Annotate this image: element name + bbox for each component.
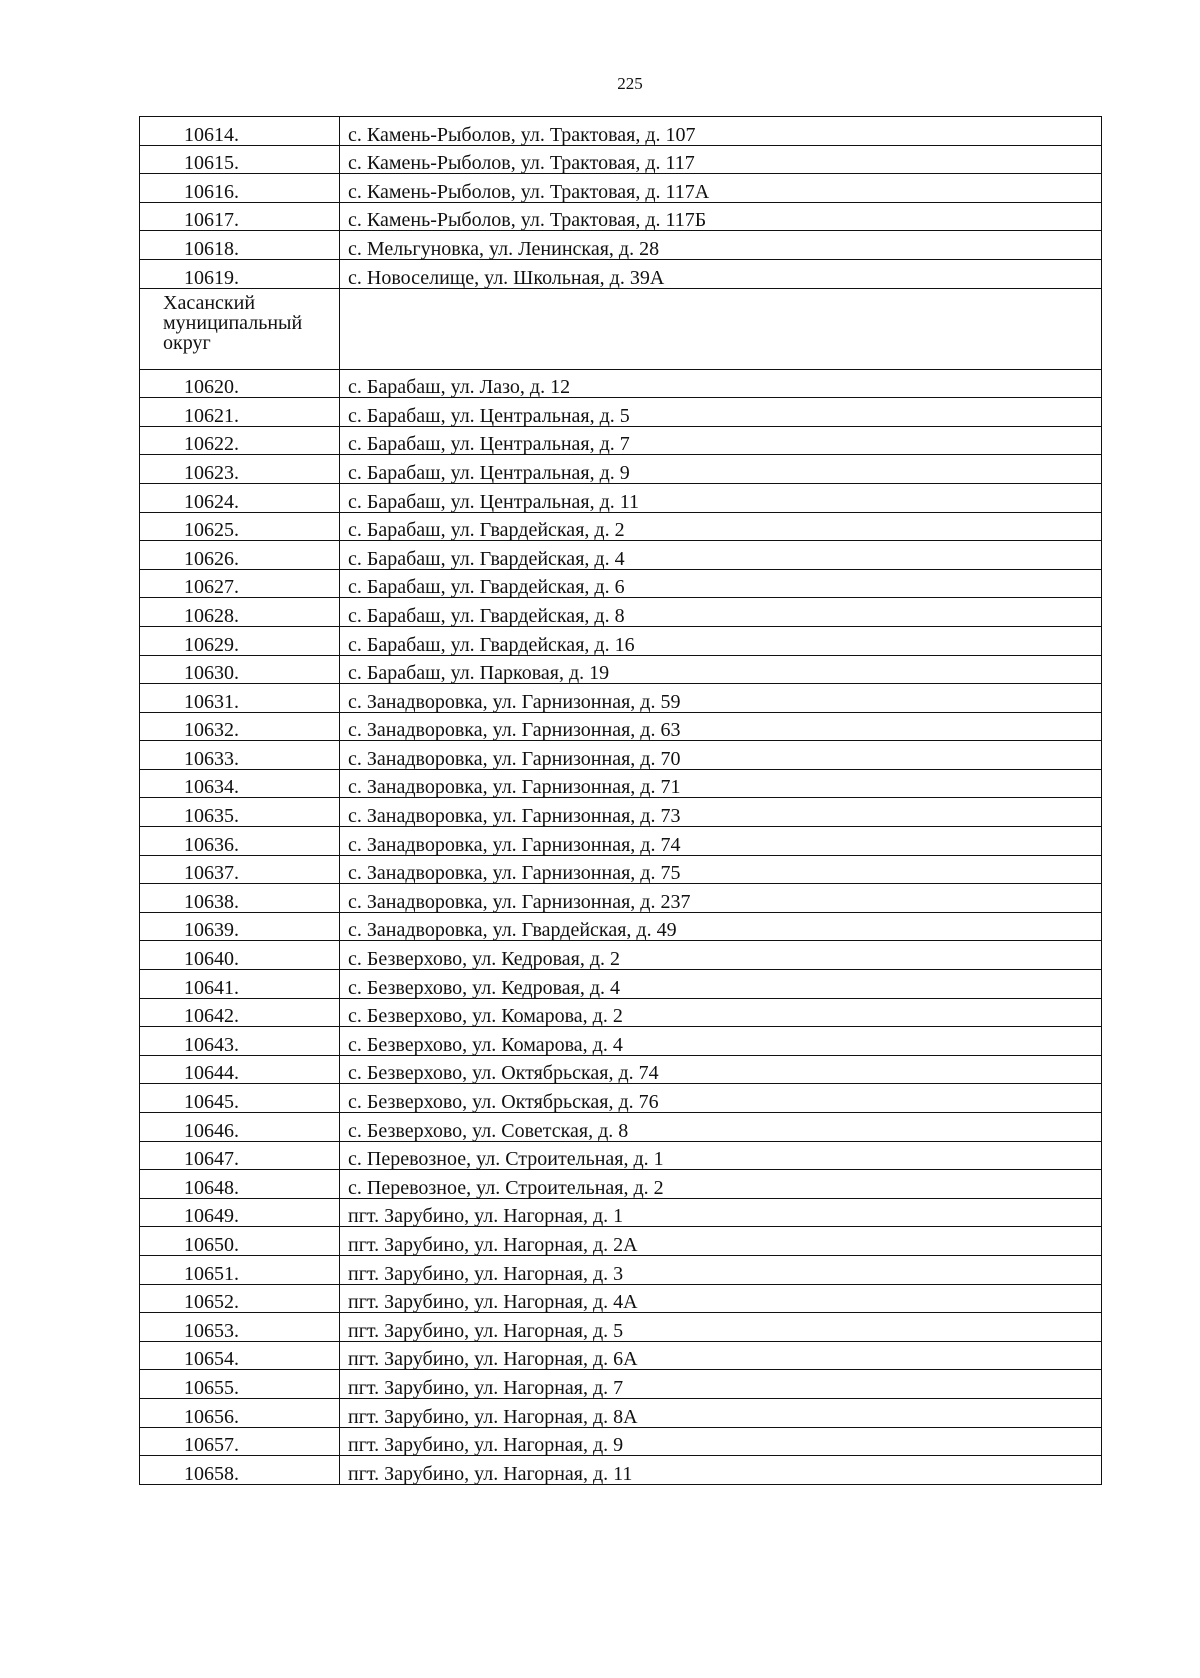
table-row <box>140 1113 1102 1142</box>
row-number: 10620. <box>140 369 340 398</box>
row-number: 10642. <box>140 998 340 1027</box>
row-address: с. Занадворовка, ул. Гарнизонная, д. 63 <box>340 712 1102 741</box>
table-row <box>140 741 1102 770</box>
row-address: с. Камень-Рыболов, ул. Трактовая, д. 117А <box>340 174 1102 203</box>
row-address: с. Безверхово, ул. Кедровая, д. 2 <box>340 941 1102 970</box>
district-name-line: Хасанский <box>163 291 256 314</box>
row-address: с. Барабаш, ул. Гвардейская, д. 6 <box>340 569 1102 598</box>
row-address: с. Занадворовка, ул. Гарнизонная, д. 237 <box>340 884 1102 913</box>
table-row <box>140 145 1102 174</box>
table-row <box>140 598 1102 627</box>
address-table <box>139 116 1102 1485</box>
table-row <box>140 541 1102 570</box>
row-address: с. Занадворовка, ул. Гарнизонная, д. 73 <box>340 798 1102 827</box>
row-number: 10634. <box>140 769 340 798</box>
row-number: 10621. <box>140 398 340 427</box>
table-row <box>140 1141 1102 1170</box>
row-address: с. Занадворовка, ул. Гарнизонная, д. 75 <box>340 855 1102 884</box>
district-empty-cell <box>340 288 1102 369</box>
table-row <box>140 1398 1102 1427</box>
table-row <box>140 1313 1102 1342</box>
table-row <box>140 1341 1102 1370</box>
row-address: пгт. Зарубино, ул. Нагорная, д. 1 <box>340 1198 1102 1227</box>
row-address: пгт. Зарубино, ул. Нагорная, д. 6А <box>340 1341 1102 1370</box>
row-number: 10646. <box>140 1113 340 1142</box>
row-number: 10639. <box>140 912 340 941</box>
row-address: пгт. Зарубино, ул. Нагорная, д. 7 <box>340 1370 1102 1399</box>
table-row <box>140 827 1102 856</box>
row-address: с. Перевозное, ул. Строительная, д. 1 <box>340 1141 1102 1170</box>
row-address: с. Безверхово, ул. Кедровая, д. 4 <box>340 970 1102 999</box>
row-address: с. Барабаш, ул. Гвардейская, д. 16 <box>340 626 1102 655</box>
row-address: с. Барабаш, ул. Парковая, д. 19 <box>340 655 1102 684</box>
district-row <box>140 288 1102 369</box>
row-number: 10650. <box>140 1227 340 1256</box>
table-row <box>140 512 1102 541</box>
table-row <box>140 1227 1102 1256</box>
row-number: 10638. <box>140 884 340 913</box>
table-row <box>140 117 1102 146</box>
table-section-top <box>140 117 1102 289</box>
district-name-line: округ <box>163 331 211 354</box>
row-address: с. Мельгуновка, ул. Ленинская, д. 28 <box>340 231 1102 260</box>
row-address: с. Камень-Рыболов, ул. Трактовая, д. 117Б <box>340 202 1102 231</box>
row-number: 10623. <box>140 455 340 484</box>
row-number: 10648. <box>140 1170 340 1199</box>
row-number: 10645. <box>140 1084 340 1113</box>
table-row <box>140 483 1102 512</box>
row-number: 10647. <box>140 1141 340 1170</box>
table-row <box>140 1427 1102 1456</box>
row-address: с. Барабаш, ул. Центральная, д. 5 <box>340 398 1102 427</box>
row-number: 10629. <box>140 626 340 655</box>
row-address: пгт. Зарубино, ул. Нагорная, д. 4А <box>340 1284 1102 1313</box>
table-row <box>140 369 1102 398</box>
row-address: с. Камень-Рыболов, ул. Трактовая, д. 107 <box>340 117 1102 146</box>
table-row <box>140 1370 1102 1399</box>
row-number: 10641. <box>140 970 340 999</box>
row-address: с. Барабаш, ул. Лазо, д. 12 <box>340 369 1102 398</box>
table-row <box>140 231 1102 260</box>
table-row <box>140 426 1102 455</box>
table-row <box>140 1198 1102 1227</box>
row-number: 10619. <box>140 259 340 288</box>
table-row <box>140 769 1102 798</box>
row-address: с. Занадворовка, ул. Гвардейская, д. 49 <box>340 912 1102 941</box>
table-row <box>140 970 1102 999</box>
table-row <box>140 1027 1102 1056</box>
row-number: 10614. <box>140 117 340 146</box>
table-row <box>140 998 1102 1027</box>
row-number: 10637. <box>140 855 340 884</box>
table-section-bottom <box>140 369 1102 1484</box>
row-number: 10653. <box>140 1313 340 1342</box>
table-row <box>140 912 1102 941</box>
row-address: с. Занадворовка, ул. Гарнизонная, д. 74 <box>340 827 1102 856</box>
row-address: с. Барабаш, ул. Центральная, д. 11 <box>340 483 1102 512</box>
table-row <box>140 941 1102 970</box>
row-address: с. Безверхово, ул. Советская, д. 8 <box>340 1113 1102 1142</box>
row-address: пгт. Зарубино, ул. Нагорная, д. 8А <box>340 1398 1102 1427</box>
table-row <box>140 1170 1102 1199</box>
row-address: с. Барабаш, ул. Гвардейская, д. 8 <box>340 598 1102 627</box>
row-address: с. Безверхово, ул. Октябрьская, д. 74 <box>340 1055 1102 1084</box>
table-row <box>140 855 1102 884</box>
table-row <box>140 259 1102 288</box>
row-number: 10649. <box>140 1198 340 1227</box>
row-number: 10625. <box>140 512 340 541</box>
row-address: с. Занадворовка, ул. Гарнизонная, д. 59 <box>340 684 1102 713</box>
table-row <box>140 398 1102 427</box>
row-address: с. Безверхово, ул. Октябрьская, д. 76 <box>340 1084 1102 1113</box>
table-row <box>140 1055 1102 1084</box>
row-number: 10617. <box>140 202 340 231</box>
row-address: пгт. Зарубино, ул. Нагорная, д. 3 <box>340 1255 1102 1284</box>
row-address: с. Перевозное, ул. Строительная, д. 2 <box>340 1170 1102 1199</box>
row-number: 10616. <box>140 174 340 203</box>
row-address: с. Занадворовка, ул. Гарнизонная, д. 70 <box>340 741 1102 770</box>
row-number: 10632. <box>140 712 340 741</box>
row-number: 10633. <box>140 741 340 770</box>
row-number: 10628. <box>140 598 340 627</box>
row-number: 10635. <box>140 798 340 827</box>
table-section-district <box>140 288 1102 369</box>
row-number: 10656. <box>140 1398 340 1427</box>
row-address: с. Барабаш, ул. Гвардейская, д. 2 <box>340 512 1102 541</box>
table-row <box>140 712 1102 741</box>
row-address: пгт. Зарубино, ул. Нагорная, д. 11 <box>340 1456 1102 1485</box>
row-number: 10618. <box>140 231 340 260</box>
row-number: 10622. <box>140 426 340 455</box>
row-number: 10636. <box>140 827 340 856</box>
table-row <box>140 455 1102 484</box>
row-number: 10652. <box>140 1284 340 1313</box>
row-address: с. Барабаш, ул. Гвардейская, д. 4 <box>340 541 1102 570</box>
table-row <box>140 684 1102 713</box>
row-number: 10624. <box>140 483 340 512</box>
table-row <box>140 174 1102 203</box>
district-name-line: муниципальный <box>163 311 303 334</box>
row-number: 10627. <box>140 569 340 598</box>
row-number: 10658. <box>140 1456 340 1485</box>
table-row <box>140 1284 1102 1313</box>
row-address: с. Занадворовка, ул. Гарнизонная, д. 71 <box>340 769 1102 798</box>
row-address: с. Безверхово, ул. Комарова, д. 2 <box>340 998 1102 1027</box>
row-address: пгт. Зарубино, ул. Нагорная, д. 2А <box>340 1227 1102 1256</box>
row-address: с. Новоселище, ул. Школьная, д. 39А <box>340 259 1102 288</box>
table-row <box>140 1084 1102 1113</box>
table-row <box>140 1255 1102 1284</box>
row-number: 10631. <box>140 684 340 713</box>
row-number: 10626. <box>140 541 340 570</box>
row-number: 10655. <box>140 1370 340 1399</box>
table-row <box>140 798 1102 827</box>
row-number: 10657. <box>140 1427 340 1456</box>
row-number: 10644. <box>140 1055 340 1084</box>
row-number: 10640. <box>140 941 340 970</box>
row-address: с. Камень-Рыболов, ул. Трактовая, д. 117 <box>340 145 1102 174</box>
row-number: 10630. <box>140 655 340 684</box>
row-number: 10643. <box>140 1027 340 1056</box>
table-row <box>140 655 1102 684</box>
row-number: 10654. <box>140 1341 340 1370</box>
table-row <box>140 1456 1102 1485</box>
row-number: 10651. <box>140 1255 340 1284</box>
row-address: пгт. Зарубино, ул. Нагорная, д. 5 <box>340 1313 1102 1342</box>
table-row <box>140 626 1102 655</box>
row-address: с. Барабаш, ул. Центральная, д. 9 <box>340 455 1102 484</box>
table-row <box>140 202 1102 231</box>
page-number: 225 <box>617 74 643 93</box>
row-address: с. Барабаш, ул. Центральная, д. 7 <box>340 426 1102 455</box>
district-name-cell <box>140 288 340 369</box>
row-number: 10615. <box>140 145 340 174</box>
table-row <box>140 884 1102 913</box>
table-row <box>140 569 1102 598</box>
row-address: пгт. Зарубино, ул. Нагорная, д. 9 <box>340 1427 1102 1456</box>
row-address: с. Безверхово, ул. Комарова, д. 4 <box>340 1027 1102 1056</box>
